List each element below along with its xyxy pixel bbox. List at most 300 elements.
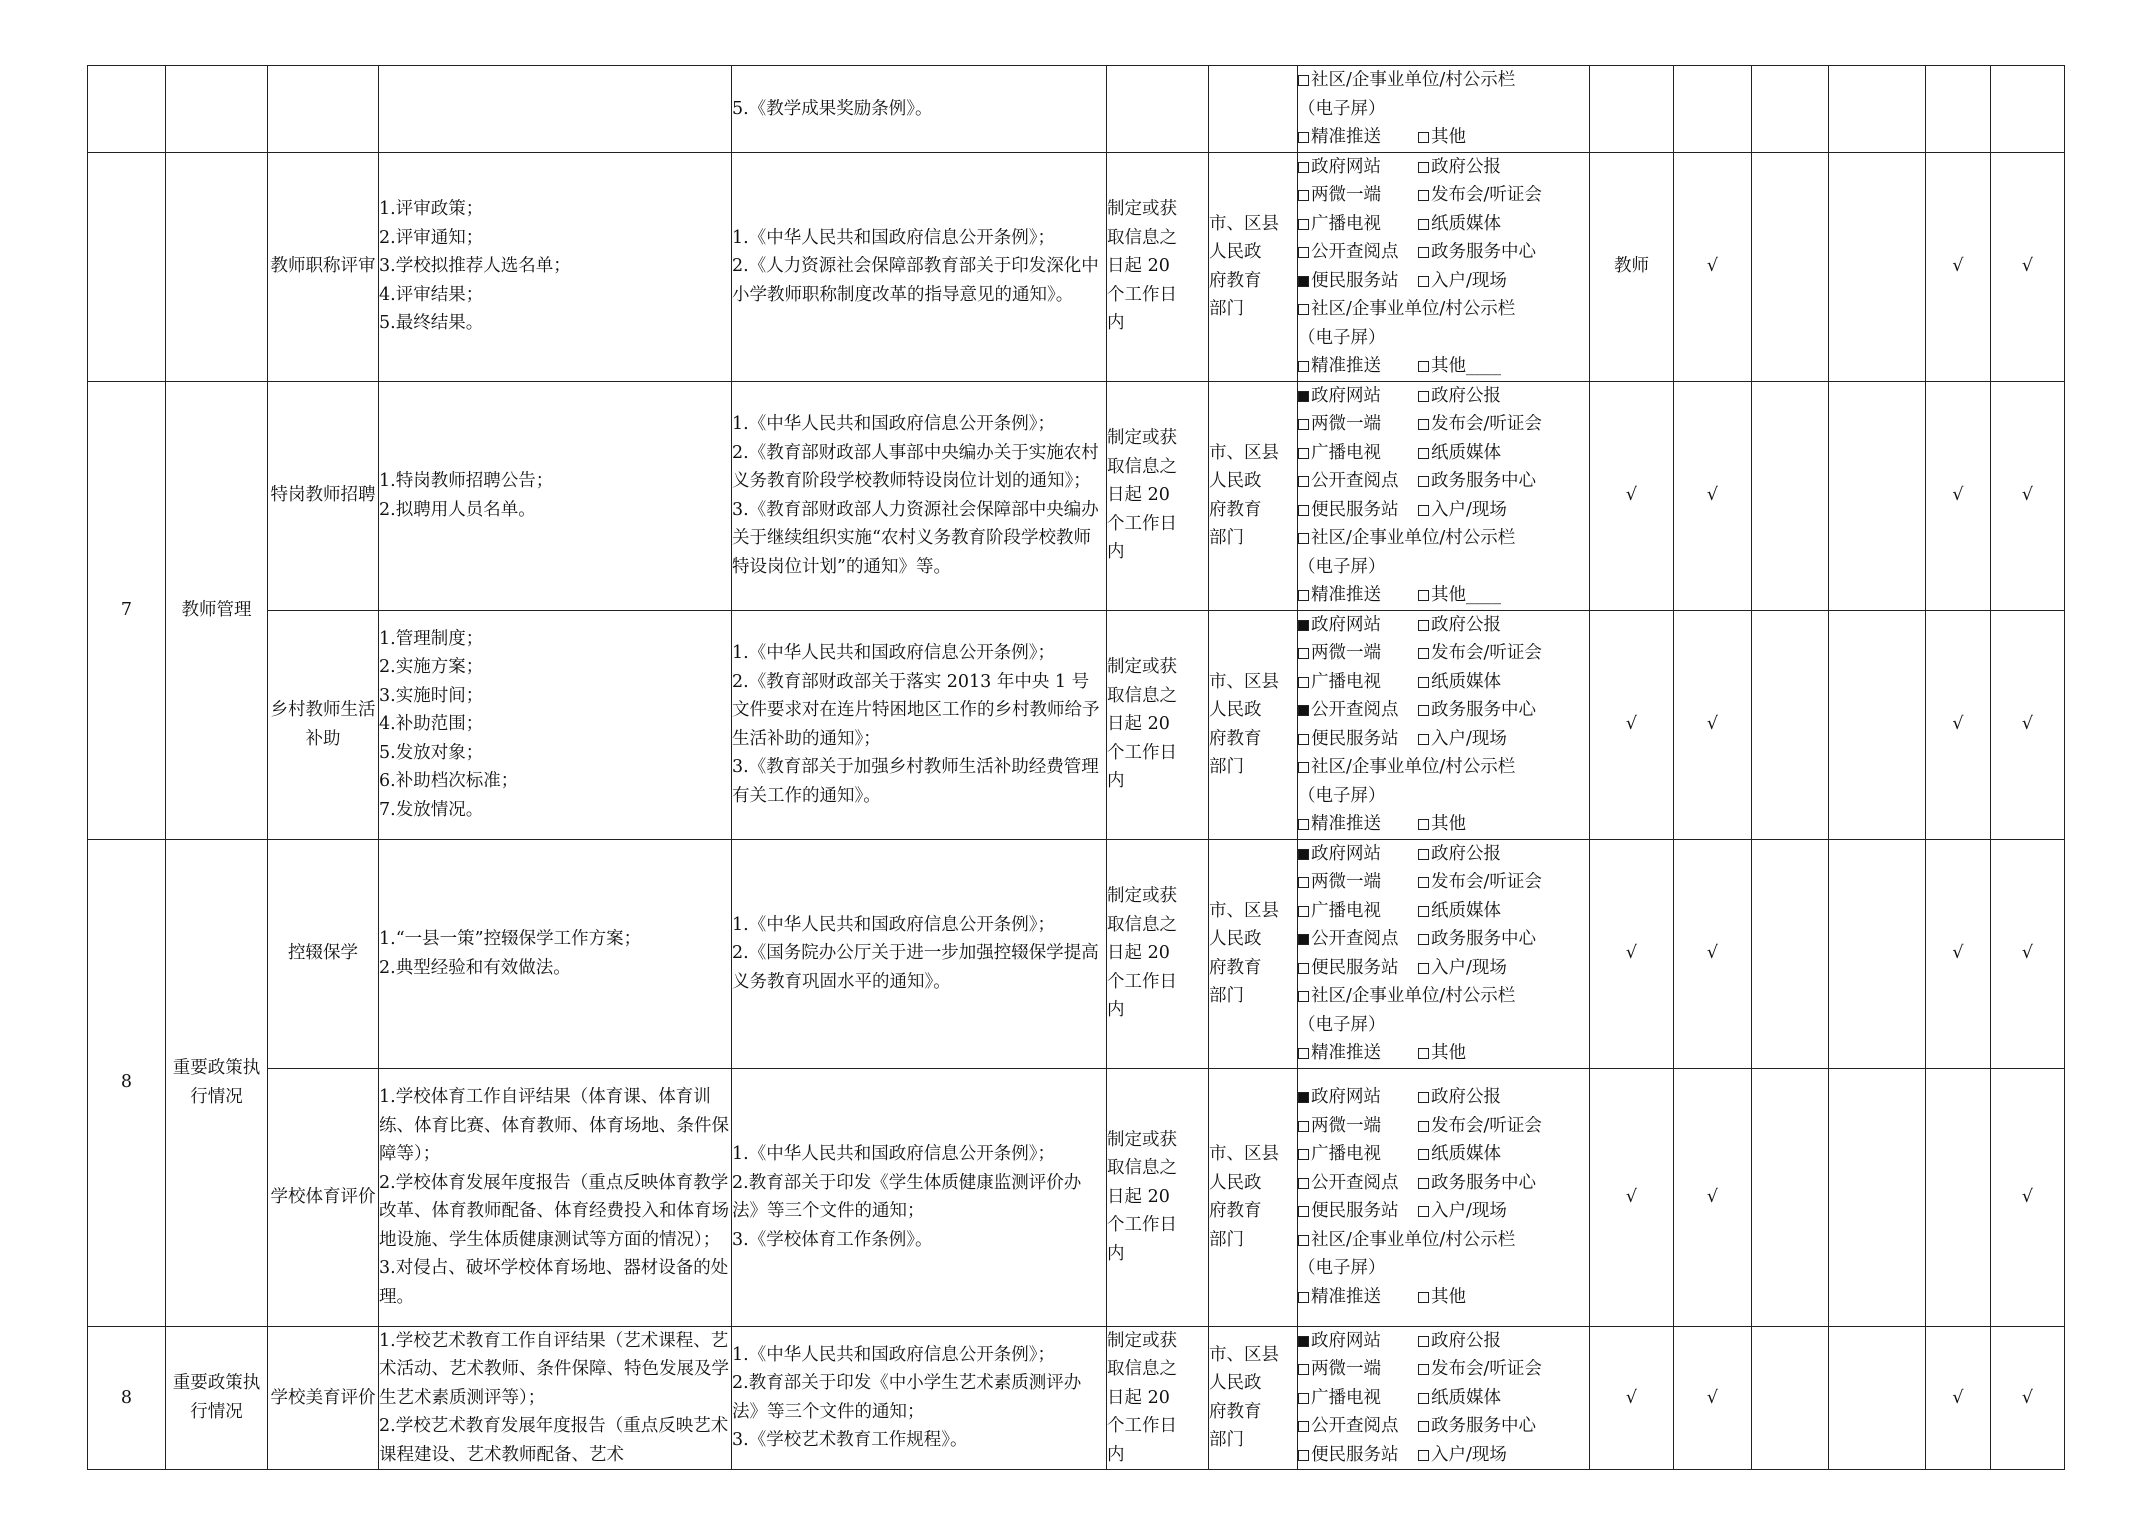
time-cell xyxy=(1107,381,1209,610)
table-row xyxy=(88,1068,2065,1326)
basis-cell xyxy=(732,152,1107,381)
mark-cell xyxy=(1752,66,1829,153)
text-line: 市、区县 xyxy=(1209,442,1279,463)
channel-label: 便民服务站 xyxy=(1311,270,1399,291)
channel-label: 发布会/听证会 xyxy=(1431,1115,1542,1136)
channel-label: 政务服务中心 xyxy=(1431,1416,1536,1436)
mark-cell xyxy=(1829,381,1926,610)
org-cell xyxy=(1209,839,1298,1068)
text-line: 人民政 xyxy=(1209,1373,1262,1394)
channel-label: 政府网站 xyxy=(1311,1330,1381,1351)
channel-option xyxy=(1298,897,1418,926)
text-line: 日起 20 xyxy=(1107,714,1170,735)
text-line: 1.《中华人民共和国政府信息公开条例》； xyxy=(732,1344,1055,1365)
checkbox-icon xyxy=(1298,906,1309,917)
channel-option xyxy=(1298,1112,1418,1141)
org-cell xyxy=(1209,610,1298,839)
channels-cell xyxy=(1298,66,1590,153)
channel-option xyxy=(1298,1283,1418,1312)
text-line: 取信息之 xyxy=(1107,1158,1177,1179)
channel-label: 广播电视 xyxy=(1311,442,1381,463)
channel-option xyxy=(1418,925,1536,954)
checkbox-icon xyxy=(1418,1178,1429,1189)
mark-cell: √ xyxy=(1991,839,2065,1068)
channel-label: 发布会/听证会 xyxy=(1431,1359,1542,1379)
checkbox-icon xyxy=(1418,448,1429,459)
channel-label: 便民服务站 xyxy=(1311,957,1399,978)
checkbox-icon xyxy=(1298,877,1309,888)
channel-option xyxy=(1418,581,1466,610)
checkbox-icon xyxy=(1418,705,1429,716)
mark-cell xyxy=(1926,1068,1991,1326)
channel-option xyxy=(1298,524,1515,553)
checkbox-icon xyxy=(1418,1206,1429,1217)
text-line: 1.评审政策； xyxy=(379,199,484,220)
checkbox-icon xyxy=(1418,190,1429,201)
channel-label: 公开查阅点 xyxy=(1311,929,1399,949)
channel-option xyxy=(1298,840,1418,869)
checked-box-icon xyxy=(1298,1336,1309,1347)
channel-label: 发布会/听证会 xyxy=(1431,872,1542,892)
text-line: 4.评审结果； xyxy=(379,284,484,305)
org-cell xyxy=(1209,1326,1298,1470)
checkbox-icon xyxy=(1298,1149,1309,1160)
channel-label: 政务服务中心 xyxy=(1431,1172,1536,1193)
mark-cell: √ xyxy=(1991,1068,2065,1326)
text-line: 3.实施时间； xyxy=(379,685,484,706)
checkbox-icon xyxy=(1298,1364,1309,1375)
checkbox-icon xyxy=(1298,991,1309,1002)
channel-option xyxy=(1298,210,1418,239)
content-cell xyxy=(379,610,732,839)
text-line: 日起 20 xyxy=(1107,256,1170,277)
checkbox-icon xyxy=(1418,162,1429,173)
channel-label: 政府公报 xyxy=(1431,156,1501,177)
content-cell xyxy=(379,66,732,153)
mark-cell: √ xyxy=(1926,381,1991,610)
text-line: 个工作日 xyxy=(1107,284,1177,305)
target-cell: √ xyxy=(1590,1068,1674,1326)
disclosure-table xyxy=(87,65,2065,1470)
item-cell: 学校美育评价 xyxy=(268,1326,379,1470)
mark-cell: √ xyxy=(1674,1326,1752,1470)
channel-label: 公开查阅点 xyxy=(1311,242,1399,262)
channel-option xyxy=(1298,238,1418,267)
text-line: 取信息之 xyxy=(1107,1359,1177,1379)
checkbox-icon xyxy=(1418,620,1429,631)
text-line: 2.教育部关于印发《中小学生艺术素质测评办法》等三个文件的通知； xyxy=(732,1373,1082,1422)
channel-label: 其他 xyxy=(1431,127,1466,147)
text-line: 2.教育部关于印发《学生体质健康监测评价办法》等三个文件的通知； xyxy=(732,1172,1082,1221)
checkbox-icon xyxy=(1418,476,1429,487)
text-line: 个工作日 xyxy=(1107,513,1177,534)
channel-label: 政府网站 xyxy=(1311,1087,1381,1107)
text-line: 人民政 xyxy=(1209,929,1262,949)
mark-cell xyxy=(1752,610,1829,839)
checkbox-icon xyxy=(1298,1048,1309,1059)
basis-line: 5.《教学成果奖励条例》。 xyxy=(732,98,933,119)
checkbox-icon xyxy=(1418,1149,1429,1160)
checkbox-icon xyxy=(1418,132,1429,143)
org-cell xyxy=(1209,66,1298,153)
fill-blank: ____ xyxy=(1466,356,1501,376)
channel-label: 政务服务中心 xyxy=(1431,242,1536,262)
channel-option xyxy=(1298,1327,1418,1356)
channel-label: 其他 xyxy=(1431,1286,1466,1307)
checkbox-icon xyxy=(1298,819,1309,830)
channel-label: （电子屏） xyxy=(1298,327,1386,348)
channel-option xyxy=(1418,410,1542,439)
channel-option xyxy=(1298,1384,1418,1413)
mark-cell: √ xyxy=(1674,152,1752,381)
item-cell: 教师职称评审 xyxy=(268,152,379,381)
channel-option xyxy=(1418,439,1501,468)
category-cell: 教师管理 xyxy=(166,381,268,839)
channel-label: 精准推送 xyxy=(1311,127,1381,147)
category-cell xyxy=(166,152,268,381)
text-line: 府教育 xyxy=(1209,1201,1262,1221)
channel-label: 其他 xyxy=(1431,356,1466,376)
mark-cell xyxy=(1926,66,1991,153)
checkbox-icon xyxy=(1418,361,1429,372)
channels-cell xyxy=(1298,839,1590,1068)
org-cell xyxy=(1209,381,1298,610)
channel-label: 纸质媒体 xyxy=(1431,1144,1501,1164)
channel-label: 精准推送 xyxy=(1311,814,1381,834)
checkbox-icon xyxy=(1418,849,1429,860)
channel-option xyxy=(1298,1355,1418,1384)
content-cell xyxy=(379,1326,732,1470)
checkbox-icon xyxy=(1298,762,1309,773)
channel-label: 精准推送 xyxy=(1311,356,1381,376)
channel-option xyxy=(1418,1169,1536,1198)
checkbox-icon xyxy=(1418,1393,1429,1404)
text-line: 5.最终结果。 xyxy=(379,313,484,334)
channel-label: 政府公报 xyxy=(1431,1087,1501,1107)
text-line: 1.管理制度； xyxy=(379,628,484,649)
checkbox-icon xyxy=(1418,734,1429,745)
text-line: 人民政 xyxy=(1209,1172,1262,1193)
channel-option xyxy=(1298,496,1418,525)
channel-label: 精准推送 xyxy=(1311,1286,1381,1307)
text-line: 人民政 xyxy=(1209,471,1262,491)
text-line: 市、区县 xyxy=(1209,1144,1279,1164)
channel-option xyxy=(1418,382,1501,411)
channel-option xyxy=(1298,925,1418,954)
channel-option xyxy=(1418,1112,1542,1141)
channel-option xyxy=(1418,1327,1501,1356)
channel-option xyxy=(1418,1384,1501,1413)
time-cell xyxy=(1107,152,1209,381)
channel-label: 政务服务中心 xyxy=(1431,929,1536,949)
text-line: 2.典型经验和有效做法。 xyxy=(379,957,571,978)
text-line: 2.《教育部财政部关于落实 2013 年中央 1 号文件要求对在连片特困地区工作的乡村教师给予生活补助的通知》； xyxy=(732,671,1100,749)
channel-label: 公开查阅点 xyxy=(1311,471,1399,491)
channel-label: （电子屏） xyxy=(1298,1258,1386,1278)
channels-cell xyxy=(1298,381,1590,610)
checkbox-icon xyxy=(1298,505,1309,516)
item-cell xyxy=(268,66,379,153)
checked-box-icon xyxy=(1298,620,1309,631)
mark-cell: √ xyxy=(1674,381,1752,610)
channel-option xyxy=(1298,668,1418,697)
text-line: 内 xyxy=(1107,771,1125,792)
channel-option xyxy=(1418,1412,1536,1441)
checkbox-icon xyxy=(1298,219,1309,230)
channel-option xyxy=(1418,810,1466,839)
channel-option xyxy=(1298,1226,1515,1255)
channel-label: 公开查阅点 xyxy=(1311,1172,1399,1193)
channel-option xyxy=(1418,639,1542,668)
channel-label: 精准推送 xyxy=(1311,1043,1381,1063)
checkbox-icon xyxy=(1298,419,1309,430)
channel-label: 社区/企事业单位/村公示栏 xyxy=(1311,299,1516,319)
text-line: 7.发放情况。 xyxy=(379,799,484,820)
mark-cell: √ xyxy=(1674,1068,1752,1326)
row-number xyxy=(88,152,166,381)
channel-label: 纸质媒体 xyxy=(1431,1387,1501,1408)
channel-option xyxy=(1418,352,1466,381)
text-line: 制定或获 xyxy=(1107,428,1177,449)
text-line: 日起 20 xyxy=(1107,485,1170,506)
text-line: 部门 xyxy=(1209,1229,1244,1250)
category-cell: 重要政策执行情况 xyxy=(166,839,268,1326)
checkbox-icon xyxy=(1298,1292,1309,1303)
channel-option xyxy=(1298,954,1418,983)
mark-cell xyxy=(1752,1326,1829,1470)
checkbox-icon xyxy=(1298,1450,1309,1461)
text-line: 1.《中华人民共和国政府信息公开条例》； xyxy=(732,643,1055,663)
channel-option xyxy=(1298,1169,1418,1198)
text-line: 部门 xyxy=(1209,1430,1244,1451)
text-line: 部门 xyxy=(1209,986,1244,1006)
text-line: 市、区县 xyxy=(1209,1344,1279,1365)
text-line: 4.补助范围； xyxy=(379,714,484,735)
channel-label: 其他 xyxy=(1431,814,1466,834)
item-cell: 控辍保学 xyxy=(268,839,379,1068)
basis-cell xyxy=(732,839,1107,1068)
table-row xyxy=(88,152,2065,381)
checkbox-icon xyxy=(1418,590,1429,601)
text-line: 部门 xyxy=(1209,299,1244,319)
channel-label: 政务服务中心 xyxy=(1431,700,1536,720)
channel-label: 两微一端 xyxy=(1311,643,1381,663)
checkbox-icon xyxy=(1418,677,1429,688)
item-cell: 乡村教师生活补助 xyxy=(268,610,379,839)
channel-label: 政务服务中心 xyxy=(1431,471,1536,491)
text-line: 市、区县 xyxy=(1209,900,1279,921)
channel-option xyxy=(1298,639,1418,668)
target-cell: 教师 xyxy=(1590,152,1674,381)
item-cell: 学校体育评价 xyxy=(268,1068,379,1326)
item-cell: 特岗教师招聘 xyxy=(268,381,379,610)
channel-label: 两微一端 xyxy=(1311,414,1381,434)
org-cell xyxy=(1209,152,1298,381)
checkbox-icon xyxy=(1418,648,1429,659)
channel-option xyxy=(1418,1355,1542,1384)
channel-label: 广播电视 xyxy=(1311,1387,1381,1408)
channel-label: 纸质媒体 xyxy=(1431,671,1501,692)
channel-label: 便民服务站 xyxy=(1311,499,1399,520)
checkbox-icon xyxy=(1418,1336,1429,1347)
channel-label: 发布会/听证会 xyxy=(1431,414,1542,434)
channel-option xyxy=(1418,238,1536,267)
channel-option xyxy=(1418,954,1507,983)
channel-option xyxy=(1418,840,1501,869)
checkbox-icon xyxy=(1418,276,1429,287)
checkbox-icon xyxy=(1298,476,1309,487)
channel-option xyxy=(1418,267,1507,296)
channel-label: 两微一端 xyxy=(1311,185,1381,205)
channel-option xyxy=(1418,1441,1507,1470)
basis-cell xyxy=(732,381,1107,610)
channel-label: 社区/企事业单位/村公示栏 xyxy=(1311,757,1516,777)
channel-label: 便民服务站 xyxy=(1311,728,1399,749)
mark-cell xyxy=(1829,610,1926,839)
row-number: 8 xyxy=(88,839,166,1326)
channel-option xyxy=(1418,467,1536,496)
org-cell xyxy=(1209,1068,1298,1326)
checkbox-icon xyxy=(1418,877,1429,888)
checkbox-icon xyxy=(1418,1292,1429,1303)
table-row xyxy=(88,66,2065,153)
text-line: 内 xyxy=(1107,1243,1125,1264)
mark-cell xyxy=(1829,1326,1926,1470)
checkbox-icon xyxy=(1298,361,1309,372)
checkbox-icon xyxy=(1298,304,1309,315)
mark-cell: √ xyxy=(1926,610,1991,839)
text-line: 3.对侵占、破坏学校体育场地、器材设备的处理。 xyxy=(379,1258,729,1307)
text-line: 3.《学校体育工作条例》。 xyxy=(732,1229,933,1250)
text-line: 市、区县 xyxy=(1209,213,1279,234)
text-line: 1.《中华人民共和国政府信息公开条例》； xyxy=(732,414,1055,434)
text-line: 2.拟聘用人员名单。 xyxy=(379,499,536,520)
table-row xyxy=(88,839,2065,1068)
row-number: 8 xyxy=(88,1326,166,1470)
text-line: 2.学校体育发展年度报告（重点反映体育教学改革、体育教师配备、体育经费投入和体育场地设施、学生体质健康测试等方面的情况）； xyxy=(379,1172,729,1250)
channel-label: 政府公报 xyxy=(1431,1330,1501,1351)
text-line: 日起 20 xyxy=(1107,1387,1170,1408)
mark-cell xyxy=(1829,66,1926,153)
mark-cell xyxy=(1752,839,1829,1068)
channels-cell xyxy=(1298,152,1590,381)
channel-option xyxy=(1298,1412,1418,1441)
time-cell xyxy=(1107,610,1209,839)
channel-label: 入户/现场 xyxy=(1431,270,1507,291)
checkbox-icon xyxy=(1418,219,1429,230)
text-line: 人民政 xyxy=(1209,700,1262,720)
channel-option xyxy=(1298,439,1418,468)
mark-cell: √ xyxy=(1674,839,1752,1068)
channel-option xyxy=(1418,153,1501,182)
text-line: 府教育 xyxy=(1209,957,1262,978)
checkbox-icon xyxy=(1418,1450,1429,1461)
channel-label: 广播电视 xyxy=(1311,671,1381,692)
channel-option xyxy=(1298,467,1418,496)
checkbox-icon xyxy=(1298,1121,1309,1132)
checked-box-icon xyxy=(1298,391,1309,402)
text-line: 3.《教育部关于加强乡村教师生活补助经费管理有关工作的通知》。 xyxy=(732,757,1099,806)
checkbox-icon xyxy=(1298,1421,1309,1432)
checkbox-icon xyxy=(1418,1048,1429,1059)
checkbox-icon xyxy=(1298,190,1309,201)
checkbox-icon xyxy=(1298,963,1309,974)
channel-option xyxy=(1298,753,1515,782)
channel-option xyxy=(1418,696,1536,725)
text-line: 1.学校体育工作自评结果（体育课、体育训练、体育比赛、体育教师、体育场地、条件保障等）； xyxy=(379,1087,729,1164)
channel-label: 广播电视 xyxy=(1311,900,1381,921)
channel-label: 入户/现场 xyxy=(1431,728,1507,749)
table-row xyxy=(88,1326,2065,1470)
text-line: 内 xyxy=(1107,542,1125,563)
mark-cell xyxy=(1829,152,1926,381)
channel-option xyxy=(1298,982,1515,1011)
basis-cell xyxy=(732,610,1107,839)
checkbox-icon xyxy=(1418,819,1429,830)
checkbox-icon xyxy=(1298,132,1309,143)
mark-cell: √ xyxy=(1926,152,1991,381)
target-cell: √ xyxy=(1590,839,1674,1068)
checkbox-icon xyxy=(1418,906,1429,917)
channel-label: 政府网站 xyxy=(1311,843,1381,864)
text-line: 1.《中华人民共和国政府信息公开条例》； xyxy=(732,914,1055,935)
channel-label: 社区/企事业单位/村公示栏 xyxy=(1311,1229,1516,1250)
text-line: 内 xyxy=(1107,1000,1125,1021)
mark-cell xyxy=(1991,66,2065,153)
channel-option xyxy=(1418,1140,1501,1169)
content-cell xyxy=(379,1068,732,1326)
checkbox-icon xyxy=(1298,247,1309,258)
checkbox-icon xyxy=(1418,1121,1429,1132)
channel-option xyxy=(1418,868,1542,897)
channel-option xyxy=(1298,696,1418,725)
basis-cell xyxy=(732,66,1107,153)
mark-cell: √ xyxy=(1991,1326,2065,1470)
channel-option xyxy=(1418,181,1542,210)
target-cell: √ xyxy=(1590,381,1674,610)
channel-label: 精准推送 xyxy=(1311,585,1381,605)
fill-blank: ____ xyxy=(1466,585,1501,605)
checked-box-icon xyxy=(1298,934,1309,945)
content-cell xyxy=(379,152,732,381)
text-line: 1.《中华人民共和国政府信息公开条例》； xyxy=(732,227,1055,248)
text-line: 内 xyxy=(1107,1444,1125,1465)
checked-box-icon xyxy=(1298,849,1309,860)
checkbox-icon xyxy=(1418,1421,1429,1432)
channel-option xyxy=(1298,725,1418,754)
channel-option xyxy=(1418,1197,1507,1226)
checkbox-icon xyxy=(1418,1092,1429,1103)
text-line: 制定或获 xyxy=(1107,1129,1177,1150)
text-line: 取信息之 xyxy=(1107,456,1177,477)
channel-label: 便民服务站 xyxy=(1311,1201,1399,1221)
channel-label: 两微一端 xyxy=(1311,1115,1381,1136)
channel-option xyxy=(1298,1197,1418,1226)
checkbox-icon xyxy=(1418,505,1429,516)
checkbox-icon xyxy=(1298,590,1309,601)
channel-label: 政府网站 xyxy=(1311,614,1381,635)
time-cell xyxy=(1107,1326,1209,1470)
channel-option xyxy=(1298,868,1418,897)
checkbox-icon xyxy=(1298,1178,1309,1189)
mark-cell xyxy=(1829,839,1926,1068)
text-line: 部门 xyxy=(1209,528,1244,548)
channel-label: （电子屏） xyxy=(1298,556,1386,577)
text-line: 2.学校艺术教育发展年度报告（重点反映艺术课程建设、艺术教师配备、艺术 xyxy=(379,1416,729,1465)
text-line: 2.《教育部财政部人事部中央编办关于实施农村义务教育阶段学校教师特设岗位计划的通知》； xyxy=(732,442,1099,491)
text-line: 6.补助档次标准； xyxy=(379,771,519,792)
text-line: 个工作日 xyxy=(1107,971,1177,992)
